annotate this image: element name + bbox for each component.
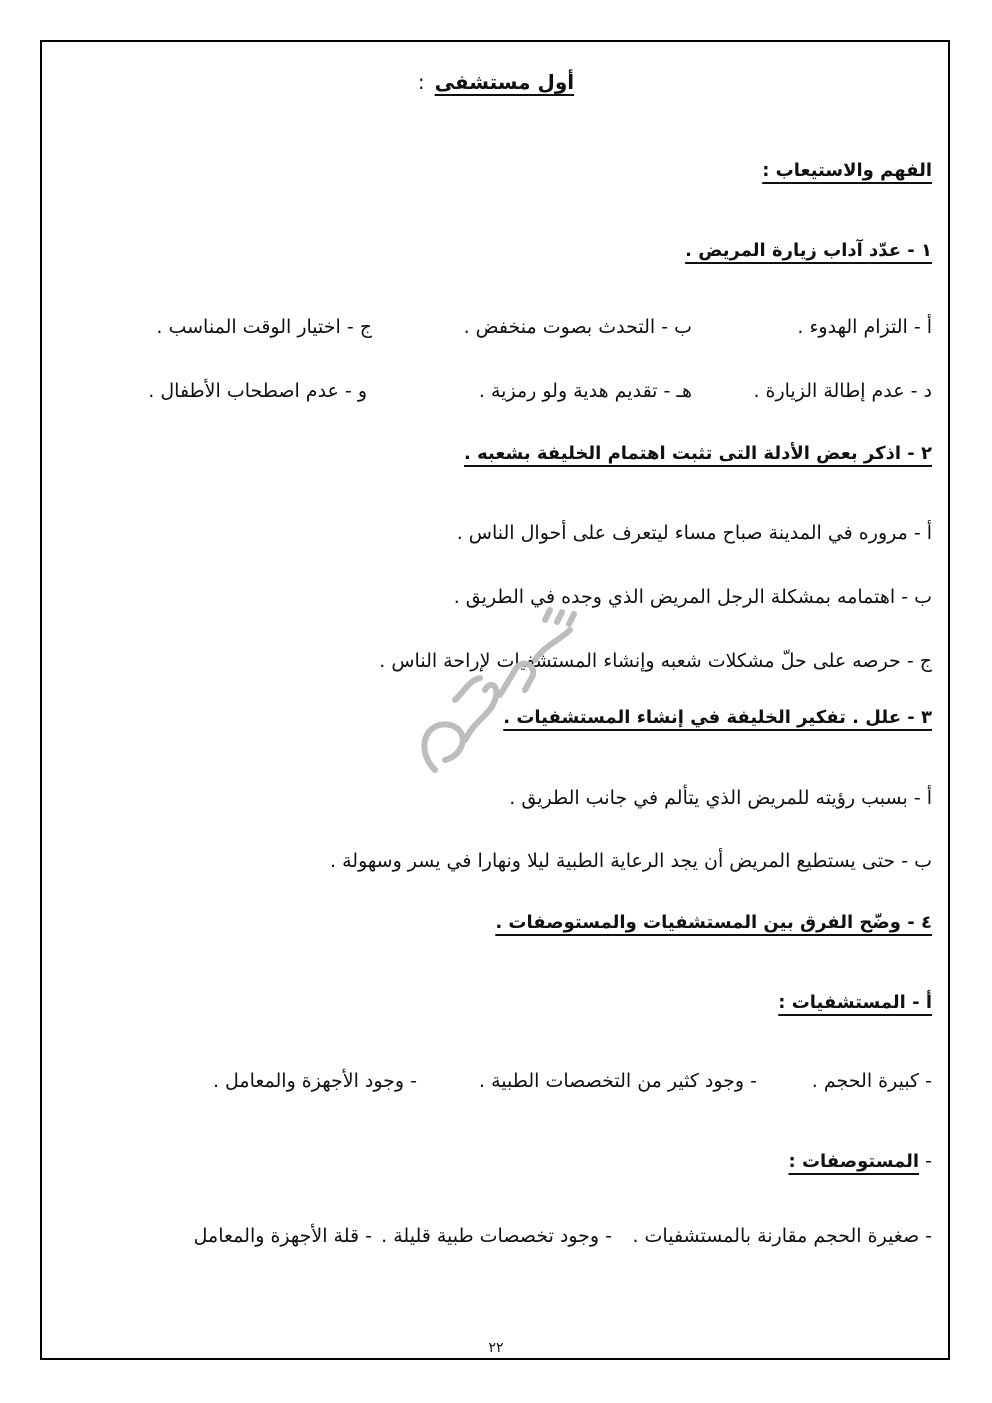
hospitals-item-1: - كبيرة الحجم . — [811, 1070, 932, 1092]
hospitals-heading: أ - المستشفيات : — [778, 992, 932, 1013]
q3-answer-b: ب - حتى يستطيع المريض أن يجد الرعاية الطبية ليلا ونهارا في يسر وسهولة . — [330, 850, 932, 872]
section-heading: الفهم والاستيعاب : — [762, 160, 932, 181]
dispensaries-heading-line — [788, 1150, 932, 1172]
q3-answer-a: أ - بسبب رؤيته للمريض الذي يتألم في جانب الطريق . — [509, 787, 932, 809]
title-text: أول مستشفى — [434, 70, 575, 94]
q1-item-c: ج - اختيار الوقت المناسب . — [156, 316, 372, 338]
q1-heading: ١ - عدّد آداب زيارة المريض . — [685, 240, 932, 261]
q2-answer-b: ب - اهتمامه بمشكلة الرجل المريض الذي وجده في الطريق . — [453, 586, 932, 608]
q1-item-a: أ - التزام الهدوء . — [797, 316, 932, 338]
q1-item-f: و - عدم اصطحاب الأطفال . — [148, 380, 367, 402]
q1-item-d: د - عدم إطالة الزيارة . — [753, 380, 932, 402]
q2-answer-a: أ - مروره في المدينة صباح مساء ليتعرف على أحوال الناس . — [456, 522, 932, 544]
dispensaries-item-3: - قلة الأجهزة والمعامل — [193, 1225, 372, 1247]
title-colon: : — [417, 70, 425, 94]
dispensaries-heading: المستوصفات : — [788, 1151, 920, 1172]
page-number: ٢٢ — [488, 1340, 504, 1356]
hospitals-item-3: - وجود الأجهزة والمعامل . — [212, 1070, 417, 1092]
q1-item-e: هـ - تقديم هدية ولو رمزية . — [478, 380, 692, 402]
dispensaries-dash: - — [925, 1150, 932, 1172]
page-title — [0, 70, 992, 94]
dispensaries-item-1: - صغيرة الحجم مقارنة بالمستشفيات . — [632, 1225, 932, 1247]
q2-answer-c: ج - حرصه على حلّ مشكلات شعبه وإنشاء المستشفيات لإراحة الناس . — [379, 650, 932, 672]
dispensaries-item-2: - وجود تخصصات طبية قليلة . — [381, 1225, 612, 1247]
q3-heading: ٣ - علل . تفكير الخليفة في إنشاء المستشفيات . — [503, 707, 932, 728]
q4-heading: ٤ - وضّح الفرق بين المستشفيات والمستوصفات . — [495, 912, 932, 933]
watermark-signature — [395, 600, 595, 800]
q1-item-b: ب - التحدث بصوت منخفض . — [463, 316, 692, 338]
q2-heading: ٢ - اذكر بعض الأدلة التى تثبت اهتمام الخليفة بشعبه . — [464, 443, 932, 464]
hospitals-item-2: - وجود كثير من التخصصات الطبية . — [479, 1070, 757, 1092]
